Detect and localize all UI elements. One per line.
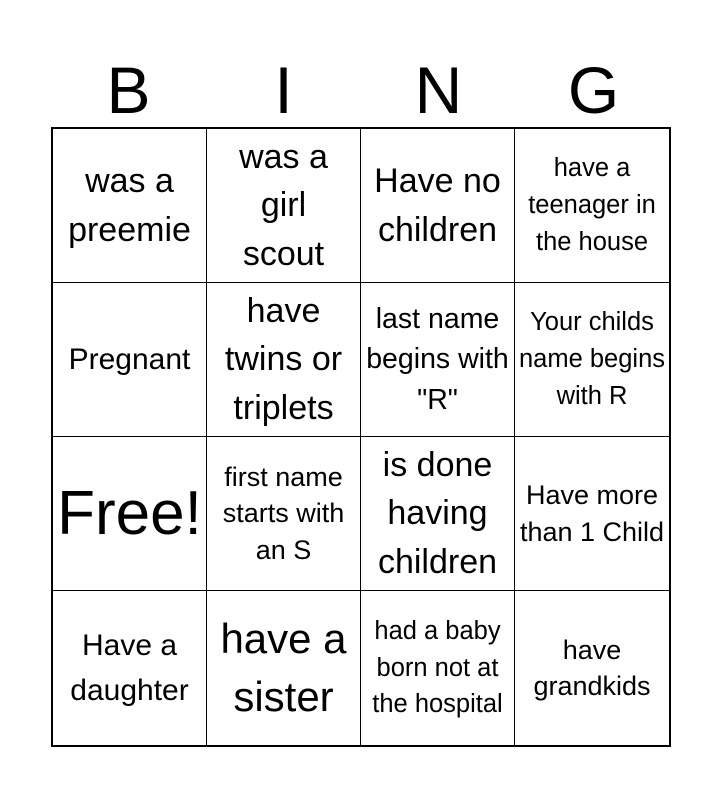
bingo-cell-r4c1[interactable] [53,591,207,745]
bingo-cell-text: first name starts with an S [222,462,345,565]
bingo-cell-r3c3[interactable] [361,437,515,591]
bingo-cell-r4c3[interactable] [361,591,515,745]
bingo-cell-text: have grandkids [533,634,651,701]
bingo-cell-r2c4[interactable] [515,283,669,437]
bingo-cell-text: is done having children [377,446,498,581]
bingo-cell-text: Have a daughter [70,629,189,707]
bingo-cell-text: have twins or triplets [224,292,343,427]
bingo-cell-r1c4[interactable] [515,129,669,283]
bingo-board [51,127,671,747]
bingo-cell-free: Free! [57,478,202,548]
bingo-cell-r3c2[interactable] [207,437,361,591]
bingo-cell-r2c2[interactable] [207,283,361,437]
bingo-cell-text: was a girl scout [239,138,328,273]
bingo-cell-text: had a baby born not at the hospital [372,616,503,719]
bingo-cell-r4c2[interactable] [207,591,361,745]
header-letter-i: I [274,53,293,127]
bingo-cell-text: was a preemie [68,162,191,249]
bingo-header [51,52,671,128]
bingo-cell-r1c3[interactable] [361,129,515,283]
header-letter-b: B [106,53,151,127]
bingo-cell-r3c1[interactable] [53,437,207,591]
bingo-cell-r1c2[interactable] [207,129,361,283]
bingo-cell-text: Pregnant [68,343,191,376]
header-letter-g: G [567,53,620,127]
bingo-cell-r3c4[interactable] [515,437,669,591]
bingo-cell-text: Have no children [374,162,501,249]
bingo-cell-text: Your childs name begins with R [518,308,665,410]
bingo-cell-r1c1[interactable] [53,129,207,283]
bingo-cell-text: last name begins with "R" [366,302,509,416]
bingo-cell-text: Have more than 1 Child [519,480,665,547]
bingo-cell-text: have a sister [220,615,347,720]
bingo-cell-r4c4[interactable] [515,591,669,745]
bingo-cell-r2c3[interactable] [361,283,515,437]
bingo-cell-r2c1[interactable] [53,283,207,437]
header-letter-n: N [414,53,463,127]
bingo-cell-text: have a teenager in the house [528,154,656,256]
